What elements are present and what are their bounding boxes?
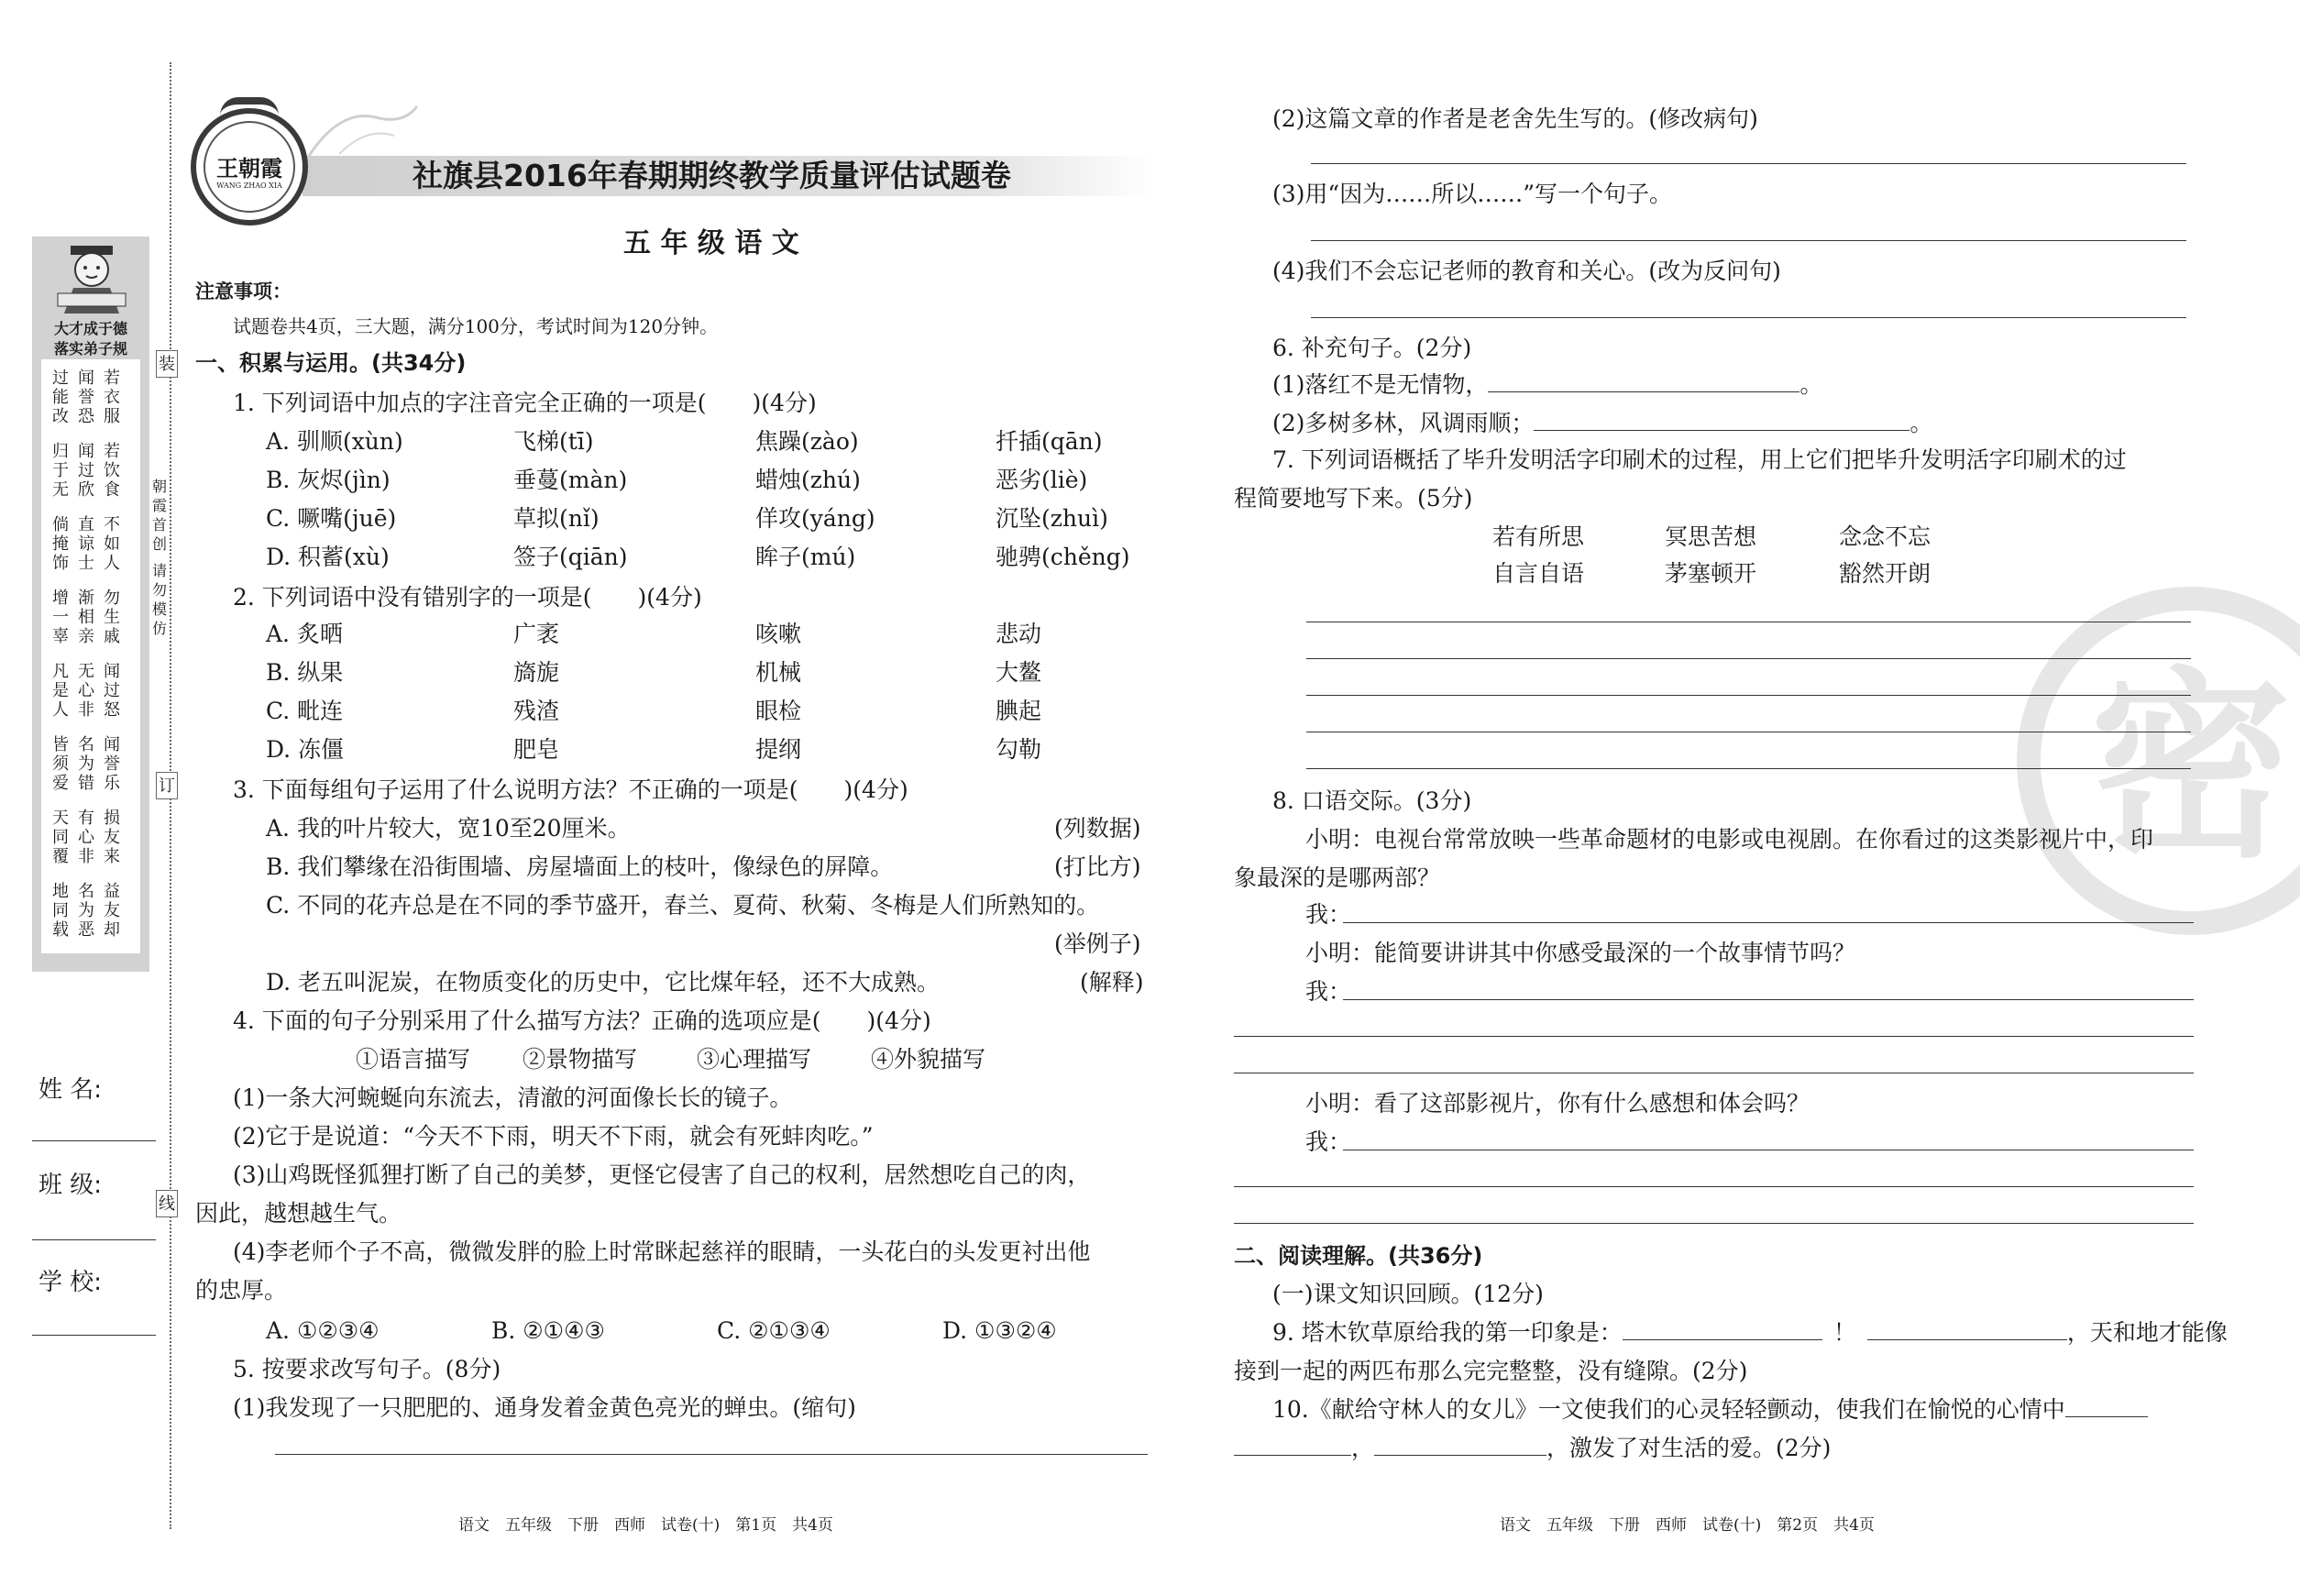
q3-option-c-tag: (举例子) bbox=[1054, 930, 1141, 957]
exam-subtitle: 五 年 级 语 文 bbox=[623, 227, 799, 259]
motto-column: 过能改 bbox=[52, 369, 69, 426]
q7-word-3: 念念不忘 bbox=[1839, 523, 1931, 550]
watermark-text: 密 bbox=[2089, 647, 2292, 885]
q8-answer-line-7[interactable] bbox=[1234, 1223, 2194, 1224]
q1-option-cell: C. 噘嘴(juē) bbox=[266, 505, 397, 532]
motto-line-2: 落实弟子规 bbox=[53, 340, 127, 358]
section-2-sub-1: (一)课文知识回顾。(12分) bbox=[1272, 1281, 1544, 1307]
q2-option-cell: 腆起 bbox=[996, 698, 1042, 724]
q7-word-6: 豁然开朗 bbox=[1839, 560, 1931, 587]
exam-title: 社旗县2016年春期期终教学质量评估试题卷 bbox=[413, 158, 1011, 193]
motto-column: 闻誉乐 bbox=[104, 735, 120, 793]
q2-option-cell: 广袤 bbox=[513, 621, 560, 647]
name-field[interactable] bbox=[32, 1140, 156, 1141]
q9-text-a: 9. 塔木钦草原给我的第一印象是： bbox=[1272, 1319, 1623, 1346]
q5-sentence-1: (1)我发现了一只肥肥的、通身发着金黄色亮光的蝉虫。(缩句) bbox=[233, 1394, 856, 1421]
q8-me-1: 我： bbox=[1305, 901, 1352, 928]
q7-stem-a: 7. 下列词语概括了毕升发明活字印刷术的过程，用上它们把毕升发明活字印刷术的过 bbox=[1272, 446, 2127, 473]
binding-label-1: 装 bbox=[156, 350, 178, 378]
q2-option-cell: 勾勒 bbox=[996, 736, 1042, 763]
q7-word-2: 冥思苦想 bbox=[1665, 523, 1757, 550]
q2-option-cell: D. 冻僵 bbox=[266, 736, 345, 763]
q4-sentence-4a: (4)李老师个子不高，微微发胖的脸上时常眯起慈祥的眼睛，一头花白的头发更衬出他 bbox=[233, 1238, 1091, 1265]
q3-option-b-tag: (打比方) bbox=[1054, 853, 1141, 880]
q1-option-cell: B. 灰烬(jìn) bbox=[266, 467, 391, 493]
logo-badge bbox=[191, 108, 308, 226]
watermark-seal bbox=[2017, 587, 2300, 935]
q3-option-a-tag: (列数据) bbox=[1054, 815, 1141, 842]
q2-option-cell: 提纲 bbox=[755, 736, 802, 763]
q10-text-c: ，激发了对生活的爱。(2分) bbox=[1546, 1435, 1832, 1461]
name-label: 姓 名: bbox=[39, 1076, 103, 1104]
q4-option-c: C. ②①③④ bbox=[717, 1317, 831, 1344]
q3-option-d: D. 老五叫泥炭，在物质变化的历史中，它比煤年轻，还不大成熟。 bbox=[266, 969, 941, 996]
motto-column: 归于无 bbox=[52, 442, 69, 500]
crown-icon bbox=[220, 97, 279, 121]
q7-word-5: 茅塞顿开 bbox=[1665, 560, 1757, 587]
q3-option-d-tag: (解释) bbox=[1080, 969, 1144, 996]
q8-me-3: 我： bbox=[1305, 1128, 1352, 1155]
ribbon-decoration bbox=[303, 99, 422, 163]
motto-column: 增一辜 bbox=[52, 589, 69, 646]
q8-answer-line-3[interactable] bbox=[1234, 1036, 2194, 1037]
q8-xiaoming-3: 小明：看了这部影视片，你有什么感想和体会吗？ bbox=[1305, 1090, 1810, 1117]
q2-option-cell: B. 纵果 bbox=[266, 659, 344, 686]
q10-line-2 bbox=[1234, 1434, 1831, 1463]
q10-blank-2[interactable] bbox=[1234, 1435, 1351, 1456]
q6-sentence-1 bbox=[1272, 370, 1822, 400]
motto-column: 倘掩饰 bbox=[52, 515, 69, 573]
q4-option-d: D. ①③②④ bbox=[942, 1317, 1057, 1344]
motto-column: 名为错 bbox=[78, 735, 94, 793]
q5-sentence-3: (3)用“因为……所以……”写一个句子。 bbox=[1272, 181, 1672, 207]
motto-column: 闻誉恐 bbox=[78, 369, 94, 426]
q9-text-b: ！ bbox=[1832, 1319, 1856, 1346]
motto-column: 皆须爱 bbox=[52, 735, 69, 793]
q8-answer-line-6[interactable] bbox=[1234, 1186, 2194, 1187]
q9-blank-2[interactable] bbox=[1867, 1319, 2067, 1340]
q5-answer-line-2[interactable] bbox=[1311, 163, 2186, 164]
q5-sentence-2: (2)这篇文章的作者是老舍先生写的。(修改病句) bbox=[1272, 105, 1758, 132]
motto-column: 直谅士 bbox=[78, 515, 94, 573]
q3-option-b: B. 我们攀缘在沿街围墙、房屋墙面上的枝叶，像绿色的屏障。 bbox=[266, 853, 894, 880]
q2-option-cell: 残渣 bbox=[513, 698, 560, 724]
q1-option-cell: 恶劣(liè) bbox=[996, 467, 1088, 493]
q6-sentence-1-text: (1)落红不是无情物， bbox=[1272, 371, 1489, 398]
class-field[interactable] bbox=[32, 1239, 156, 1240]
q6-end-2: 。 bbox=[1909, 410, 1933, 436]
motto-column: 若衣服 bbox=[104, 369, 120, 426]
q10-blank-3[interactable] bbox=[1374, 1435, 1546, 1456]
motto-column: 损友来 bbox=[104, 809, 120, 866]
q7-answer-line-3[interactable] bbox=[1306, 695, 2191, 696]
q7-word-4: 自言自语 bbox=[1492, 560, 1585, 587]
q8-answer-line-1[interactable] bbox=[1343, 922, 2194, 923]
q1-option-cell: 沉坠(zhuì) bbox=[996, 505, 1108, 532]
q9-text-c: ，天和地才能像 bbox=[2066, 1319, 2228, 1346]
motto-column: 地同载 bbox=[52, 882, 69, 940]
q10-line-1 bbox=[1272, 1395, 2148, 1425]
q10-text-b: ， bbox=[1351, 1435, 1375, 1461]
q1-option-cell: 飞梯(tī) bbox=[513, 428, 594, 455]
q8-me-2: 我： bbox=[1305, 978, 1352, 1005]
q6-sentence-2 bbox=[1272, 409, 1932, 438]
school-label: 学 校: bbox=[39, 1269, 103, 1296]
q8-xiaoming-2: 小明：能简要讲讲其中你感受最深的一个故事情节吗？ bbox=[1305, 940, 1856, 966]
q6-blank-1[interactable] bbox=[1488, 371, 1799, 392]
motto-column: 闻过欣 bbox=[78, 442, 94, 500]
q2-option-cell: A. 炙晒 bbox=[266, 621, 343, 647]
q4-method-4: ④外貌描写 bbox=[871, 1046, 986, 1073]
q9-line-1 bbox=[1272, 1318, 2228, 1348]
motto-column: 有心非 bbox=[78, 809, 94, 866]
q1-option-cell: 眸子(mú) bbox=[755, 544, 856, 570]
q2-option-cell: 肥皂 bbox=[513, 736, 560, 763]
motto-column: 名为恶 bbox=[78, 882, 94, 940]
logo-small-text: WANG ZHAO XIA bbox=[216, 182, 282, 190]
school-field[interactable] bbox=[32, 1335, 156, 1336]
q5-answer-line-1[interactable] bbox=[275, 1454, 1148, 1455]
section-1-title: 一、积累与运用。(共34分) bbox=[195, 350, 467, 376]
motto-line-1: 大才成于德 bbox=[53, 320, 127, 337]
footer-right: 语文 五年级 下册 西师 试卷(十) 第2页 共4页 bbox=[1500, 1516, 1875, 1535]
q2-option-cell: 咳嗽 bbox=[755, 621, 802, 647]
q1-option-cell: 蜡烛(zhú) bbox=[755, 467, 861, 493]
binding-label-3: 线 bbox=[156, 1190, 178, 1217]
q4-sentence-1: (1)一条大河蜿蜒向东流去，清澈的河面像长长的镜子。 bbox=[233, 1084, 793, 1111]
motto-column: 天同覆 bbox=[52, 809, 69, 866]
notice-text: 试题卷共4页，三大题，满分100分，考试时间为120分钟。 bbox=[233, 315, 719, 337]
q1-option-cell: 垂蔓(màn) bbox=[513, 467, 628, 493]
q4-sentence-3a: (3)山鸡既怪狐狸打断了自己的美梦，更怪它侵害了自己的权利，居然想吃自己的肉， bbox=[233, 1161, 1091, 1188]
q4-sentence-3b: 因此，越想越生气。 bbox=[195, 1200, 402, 1227]
q4-method-3: ③心理描写 bbox=[697, 1046, 812, 1073]
q1-option-cell: D. 积蓄(xù) bbox=[266, 544, 390, 570]
q8-xiaoming-1b: 象最深的是哪两部？ bbox=[1234, 864, 1441, 891]
motto-column: 凡是人 bbox=[52, 662, 69, 720]
q1-option-cell: 签子(qiān) bbox=[513, 544, 628, 570]
motto-column: 闻过怒 bbox=[104, 662, 120, 720]
q1-option-cell: 佯攻(yáng) bbox=[755, 505, 875, 532]
q6-blank-2[interactable] bbox=[1534, 410, 1909, 431]
q1-stem: 1. 下列词语中加点的字注音完全正确的一项是( )(4分) bbox=[233, 390, 817, 416]
q10-text-a: 10.《献给守林人的女儿》一文使我们的心灵轻轻颤动，使我们在愉悦的心情中 bbox=[1272, 1396, 2065, 1423]
q4-option-b: B. ②①④③ bbox=[491, 1317, 605, 1344]
scholar-icon bbox=[50, 242, 133, 315]
q4-method-1: ①语言描写 bbox=[356, 1046, 471, 1073]
q5-answer-line-3[interactable] bbox=[1311, 240, 2186, 241]
class-label: 班 级: bbox=[39, 1172, 103, 1199]
q2-option-cell: C. 毗连 bbox=[266, 698, 344, 724]
q8-stem: 8. 口语交际。(3分) bbox=[1272, 787, 1472, 814]
q8-answer-line-2[interactable] bbox=[1343, 999, 2194, 1000]
q4-sentence-4b: 的忠厚。 bbox=[195, 1277, 288, 1304]
q2-option-cell: 大鳌 bbox=[996, 659, 1042, 686]
motto-column: 勿生戚 bbox=[104, 589, 120, 646]
q1-option-cell: A. 驯顺(xùn) bbox=[266, 428, 403, 455]
motto-column: 益友却 bbox=[104, 882, 120, 940]
motto-column: 无心非 bbox=[78, 662, 94, 720]
section-2-title: 二、阅读理解。(共36分) bbox=[1234, 1243, 1483, 1269]
q9-blank-1[interactable] bbox=[1623, 1319, 1822, 1340]
notice-title: 注意事项： bbox=[195, 281, 292, 303]
q4-method-2: ②景物描写 bbox=[523, 1046, 638, 1073]
q4-stem: 4. 下面的句子分别采用了什么描写方法？正确的选项应是( )(4分) bbox=[233, 1007, 931, 1034]
q3-option-a: A. 我的叶片较大，宽10至20厘米。 bbox=[266, 815, 631, 842]
q7-answer-line-2[interactable] bbox=[1306, 658, 2191, 659]
q7-stem-b: 程简要地写下来。(5分) bbox=[1234, 485, 1473, 512]
q5-sentence-4: (4)我们不会忘记老师的教育和关心。(改为反问句) bbox=[1272, 258, 1781, 284]
q3-stem: 3. 下面每组句子运用了什么说明方法？不正确的一项是( )(4分) bbox=[233, 776, 908, 803]
q1-option-cell: 焦躁(zào) bbox=[755, 428, 859, 455]
q9-line-2: 接到一起的两匹布那么完完整整，没有缝隙。(2分) bbox=[1234, 1358, 1748, 1384]
side-note-2: 请勿模仿 bbox=[151, 562, 167, 637]
q5-stem: 5. 按要求改写句子。(8分) bbox=[233, 1356, 501, 1382]
q1-option-cell: 草拟(nǐ) bbox=[513, 505, 600, 532]
q2-option-cell: 悲动 bbox=[996, 621, 1042, 647]
q4-option-a: A. ①②③④ bbox=[266, 1317, 380, 1344]
q8-xiaoming-1a: 小明：电视台常常放映一些革命题材的电影或电视剧。在你看过的这类影视片中，印 bbox=[1305, 826, 2154, 853]
motto-column: 不如人 bbox=[104, 515, 120, 573]
q2-stem: 2. 下列词语中没有错别字的一项是( )(4分) bbox=[233, 584, 702, 611]
q2-option-cell: 眼检 bbox=[755, 698, 802, 724]
motto-column: 若饮食 bbox=[104, 442, 120, 500]
q4-sentence-2: (2)它于是说道：“今天不下雨，明天不下雨，就会有死蚌肉吃。” bbox=[233, 1123, 874, 1150]
q7-word-1: 若有所思 bbox=[1492, 523, 1585, 550]
logo-text: 王朝霞 bbox=[216, 155, 282, 182]
q6-end-1: 。 bbox=[1799, 371, 1823, 398]
q6-stem: 6. 补充句子。(2分) bbox=[1272, 335, 1472, 361]
q7-answer-line-5[interactable] bbox=[1306, 768, 2191, 769]
q3-option-c: C. 不同的花卉总是在不同的季节盛开，春兰、夏荷、秋菊、冬梅是人们所熟知的。 bbox=[266, 892, 1100, 919]
q2-option-cell: 旖旎 bbox=[513, 659, 560, 686]
q2-option-cell: 机械 bbox=[755, 659, 802, 686]
side-note-1: 朝霞首创 bbox=[151, 478, 167, 553]
q5-answer-line-4[interactable] bbox=[1311, 317, 2186, 318]
q6-sentence-2-text: (2)多树多林，风调雨顺； bbox=[1272, 410, 1535, 436]
binding-label-2: 订 bbox=[156, 772, 178, 799]
q1-option-cell: 扦插(qān) bbox=[996, 428, 1103, 455]
q1-option-cell: 驰骋(chěng) bbox=[996, 544, 1130, 570]
footer-left: 语文 五年级 下册 西师 试卷(十) 第1页 共4页 bbox=[458, 1516, 833, 1535]
motto-column: 渐相亲 bbox=[78, 589, 94, 646]
q10-blank-1[interactable] bbox=[2065, 1396, 2148, 1417]
